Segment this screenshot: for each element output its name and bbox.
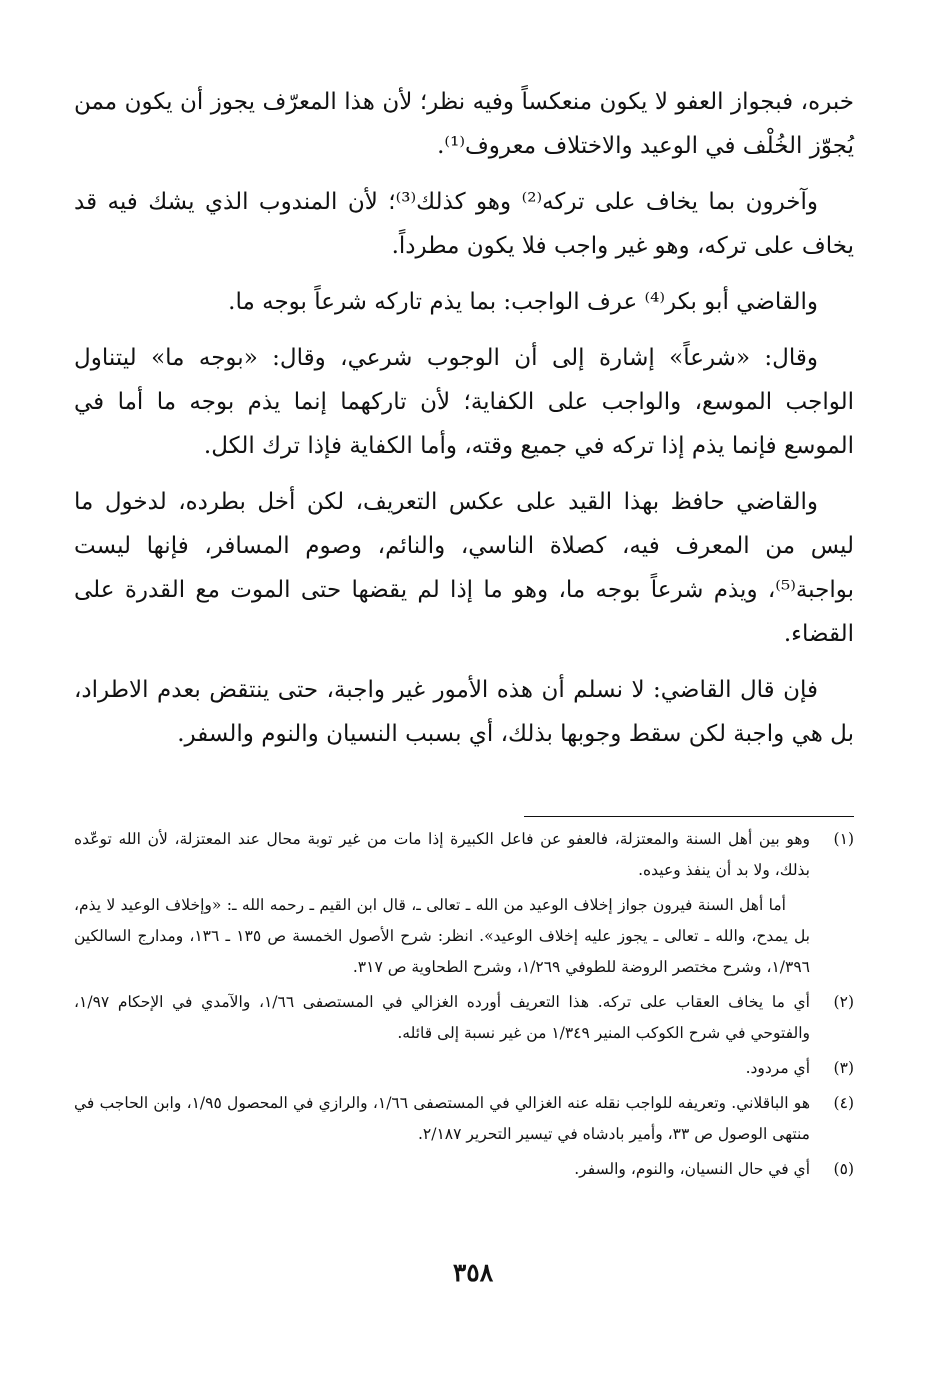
body-paragraph: والقاضي أبو بكر⁽⁴⁾ عرف الواجب: بما يذم تاركه شرعاً بوجه ما. [228,289,818,315]
footnote-continuation: أما أهل السنة فيرون جواز إخلاف الوعيد من الله ـ تعالى ـ، قال ابن القيم ـ رحمه الله ـ: «وإخلاف الوعيد لا يذم، بل يمدح، والله ـ تعالى ـ يجوز عليه إخلاف الوعيد». انظر: شرح الأصول الخمسة ص ١٣٥ ـ ١٣٦، ومدارج السالكين ١/٣٩٦، وشرح مختصر الروضة للطوفي ١/٢٦٩، وشرح الطحاوية ص ٣١٧. [74,896,810,976]
footnote-text: أي ما يخاف العقاب على تركه. هذا التعريف أورده الغزالي في المستصفى ١/٦٦، والآمدي في الإحكام ١/٩٧، والفتوحي في شرح الكوكب المنير ١/٣٤٩ من غير نسبة إلى قائله. [74,993,810,1042]
footnote-number: (٤) [833,1094,854,1112]
body-paragraph: فإن قال القاضي: لا نسلم أن هذه الأمور غير واجبة، حتى ينتقض بعدم الاطراد، بل هي واجبة لكن سقط وجوبها بذلك، أي بسبب النسيان والنوم والسفر. [74,677,854,747]
body-paragraph: خبره، فبجواز العفو لا يكون منعكساً وفيه نظر؛ لأن هذا المعرّف يجوز أن يكون ممن يُجوّز الخُلْف في الوعيد والاختلاف معروف⁽¹⁾. [74,89,854,159]
footnote-text: وهو بين أهل السنة والمعتزلة، فالعفو عن فاعل الكبيرة إذا مات من غير توبة محال عند المعتزلة، لأن الله توعّده بذلك، ولا بد أن ينفذ وعيده. [74,830,810,879]
footnote-text: أي في حال النسيان، والنوم، والسفر. [574,1160,810,1178]
footnotes [74,824,854,1189]
page-number: ٣٥٨ [452,1258,494,1287]
footnote-number: (٣) [833,1059,854,1077]
footnote-number: (١) [833,830,854,848]
footnote [74,824,854,886]
footnote [74,1088,854,1150]
body-paragraph: وقال: «شرعاً» إشارة إلى أن الوجوب شرعي، وقال: «بوجه ما» ليتناول الواجب الموسع، والواجب على الكفاية؛ لأن تاركهما إنما يذم بوجه ما أما في الموسع فإنما يذم إذا تركه في جميع وقته، وأما الكفاية فإذا ترك الكل. [74,345,854,459]
footnote [74,1053,854,1084]
footnote-number: (٥) [833,1160,854,1178]
footnote-number: (٢) [833,993,854,1011]
footnote-text: هو الباقلاني. وتعريفه للواجب نقله عنه الغزالي في المستصفى ١/٦٦، والرازي في المحصول ١/٩٥، وابن الحاجب في منتهى الوصول ص ٣٣، وأمير بادشاه في تيسير التحرير ٢/١٨٧. [74,1094,810,1143]
footnote [74,987,854,1049]
body-paragraph: وآخرون بما يخاف على تركه⁽²⁾ وهو كذلك⁽³⁾؛ لأن المندوب الذي يشك فيه قد يخاف على تركه، وهو غير واجب فلا يكون مطرداً. [74,189,854,259]
body-paragraph: والقاضي حافظ بهذا القيد على عكس التعريف، لكن أخل بطرده، لدخول ما ليس من المعرف فيه، كصلاة الناسي، والنائم، وصوم المسافر، فإنها ليست بواجبة⁽⁵⁾، ويذم شرعاً بوجه ما، وهو ما إذا لم يقضها حتى الموت مع القدرة على القضاء. [74,489,854,647]
footnote-text: أي مردود. [745,1059,810,1077]
main-text [74,80,854,768]
footnote-separator [524,816,854,817]
footnote [74,1154,854,1185]
